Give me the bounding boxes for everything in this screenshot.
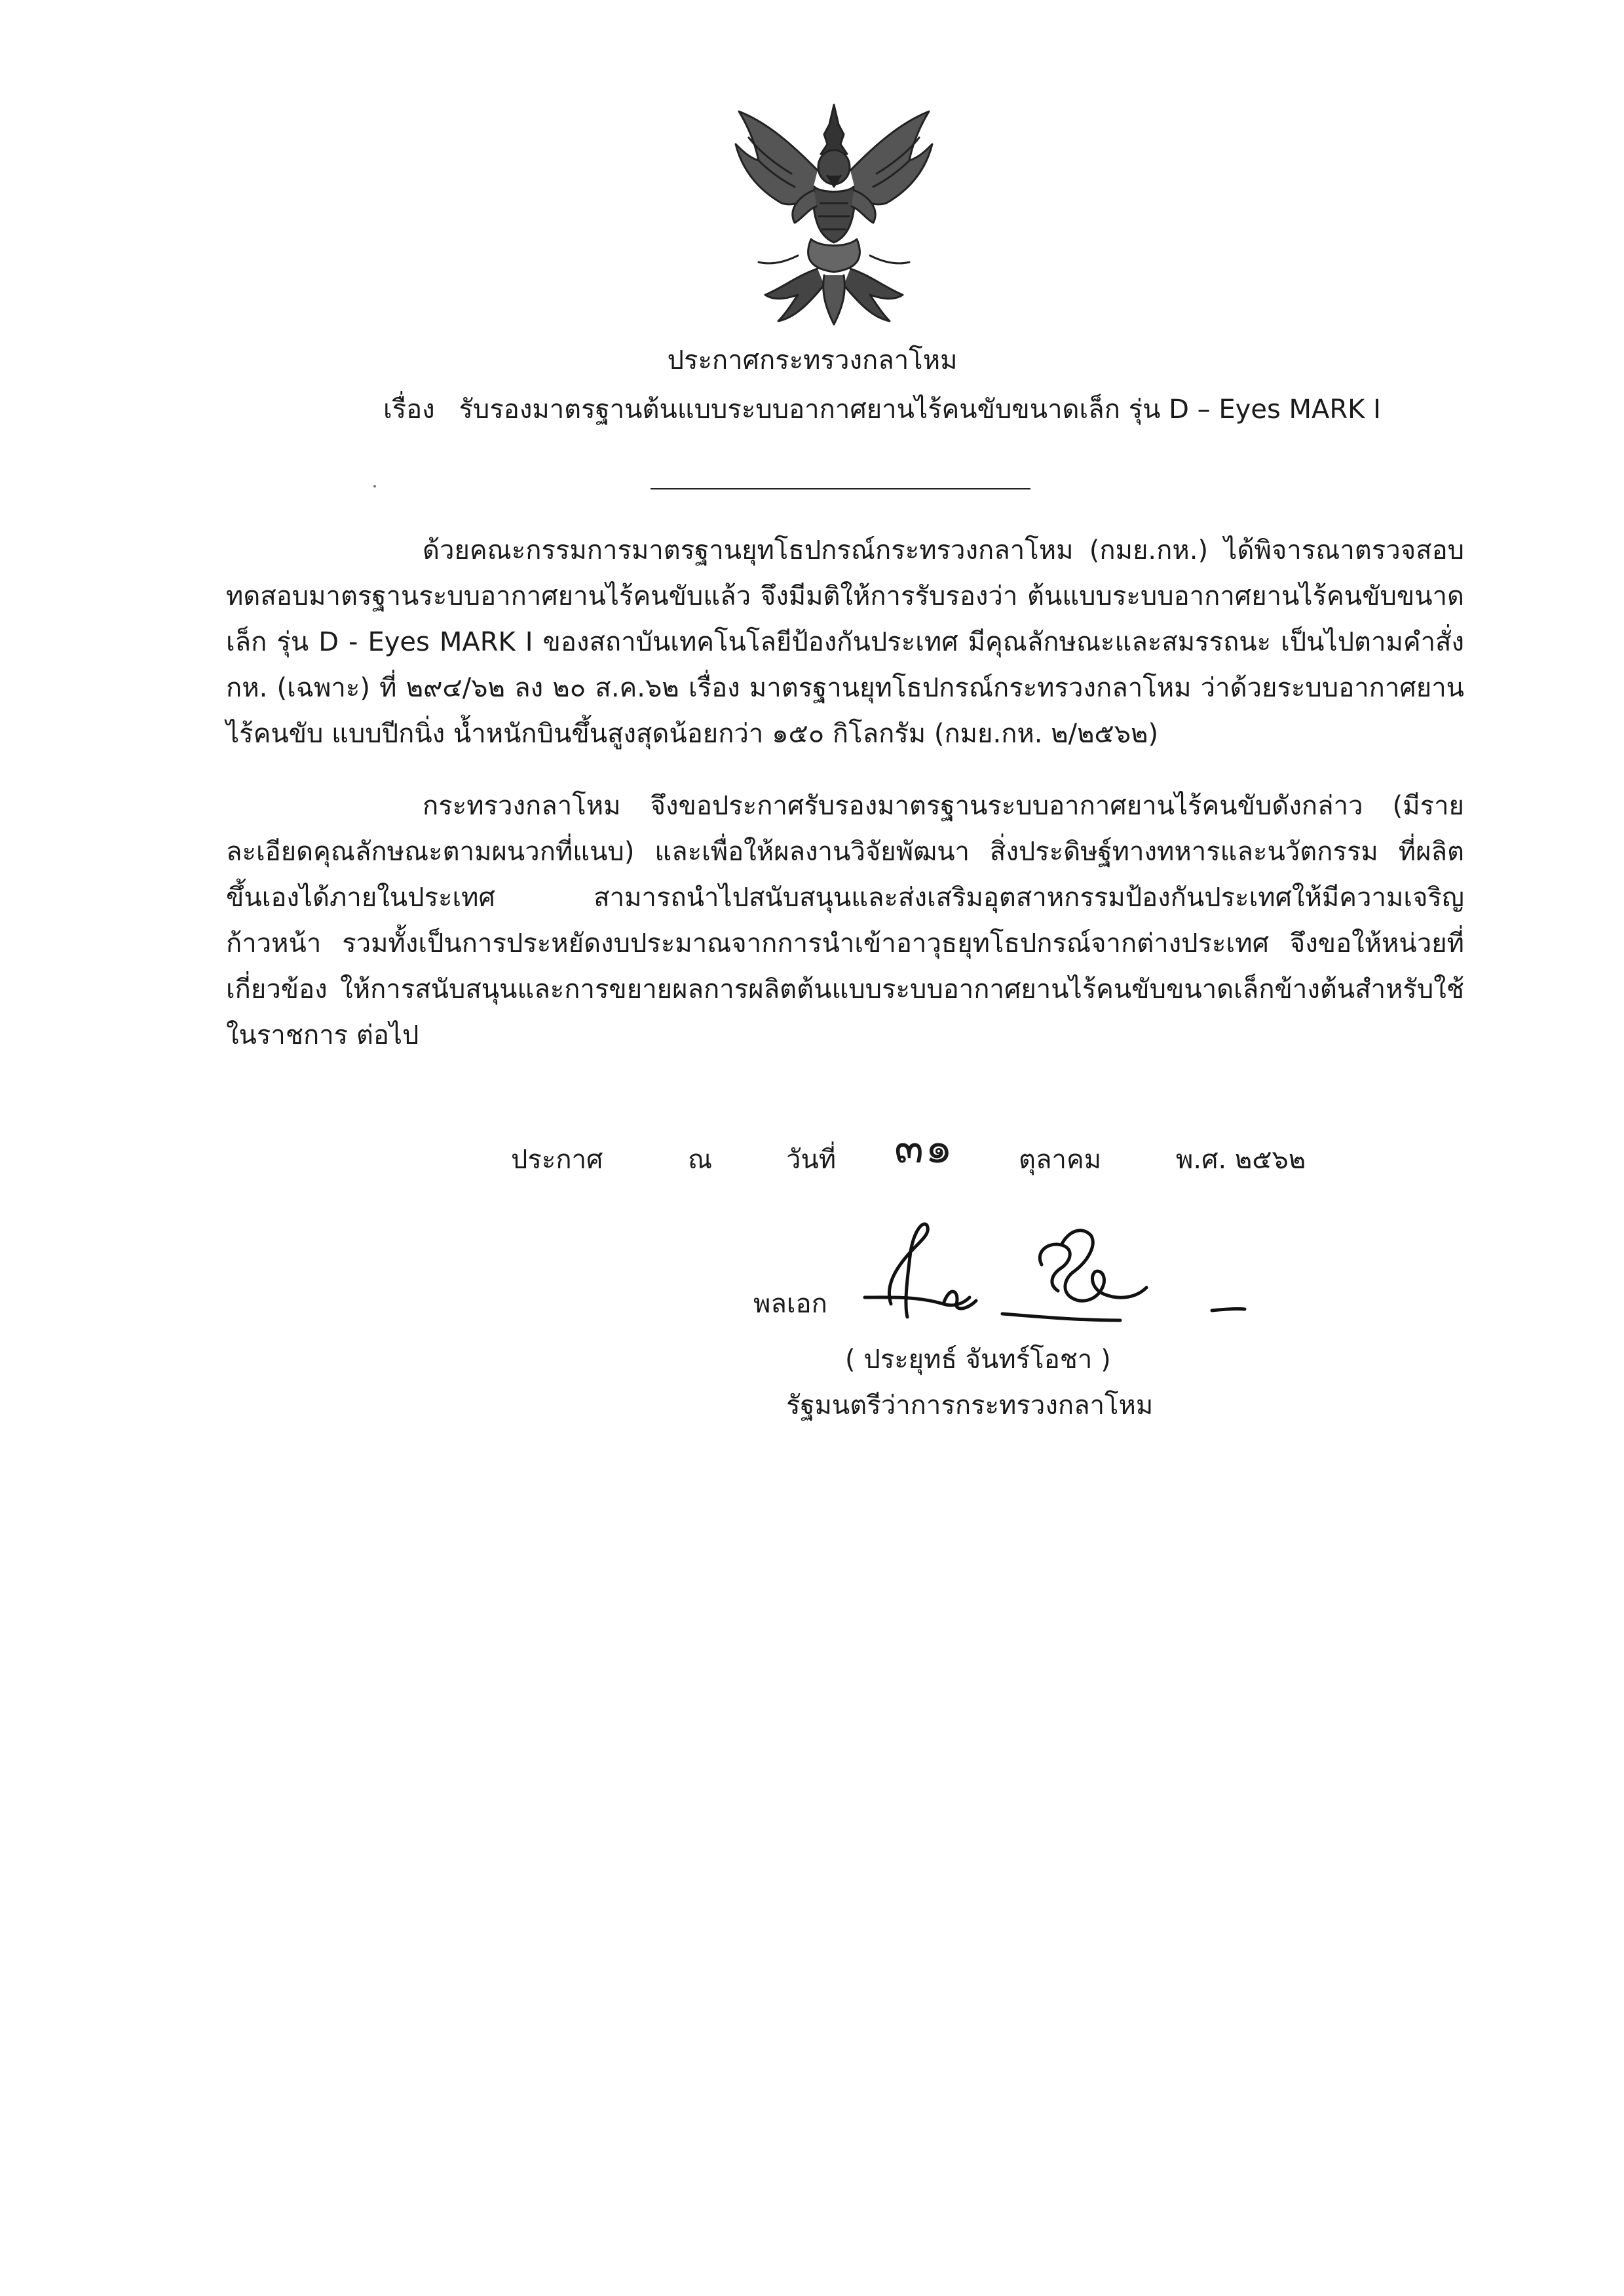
- document-subject: [383, 390, 1497, 429]
- handwritten-signature: [845, 1206, 1251, 1337]
- garuda-emblem-icon: [719, 98, 949, 334]
- date-at-label: ณ: [688, 1145, 713, 1175]
- date-announce-label: ประกาศ: [511, 1145, 603, 1175]
- signer-position: รัฐมนตรีว่าการกระทรวงกลาโหม: [786, 1390, 1154, 1421]
- subject-text: รับรองมาตรฐานต้นแบบระบบอากาศยานไร้คนขับขนาดเล็ก รุ่น D – Eyes MARK I: [459, 394, 1381, 425]
- announcement-date: [511, 1122, 1461, 1186]
- scan-speck: [373, 485, 376, 488]
- document-title: ประกาศกระทรวงกลาโหม: [667, 345, 958, 375]
- date-month: ตุลาคม: [1019, 1145, 1102, 1175]
- body-paragraph-1: ด้วยคณะกรรมการมาตรฐานยุทโธปกรณ์กระทรวงกลาโหม (กมย.กห.) ได้พิจารณาตรวจสอบทดสอบมาตรฐานระบบอากาศยานไร้คนขับแล้ว จึงมีมติให้การรับรองว่า ต้นแบบระบบอากาศยานไร้คนขับขนาดเล็ก รุ่น D - Eyes MARK I ของสถาบันเทคโนโลยีป้องกันประเทศ มีคุณลักษณะและสมรรถนะ เป็นไปตามคำสั่ง กห. (เฉพาะ) ที่ ๒๙๔/๖๒ ลง ๒๐ ส.ค.๖๒ เรื่อง มาตรฐานยุทโธปกรณ์กระทรวงกลาโหม ว่าด้วยระบบอากาศยานไร้คนขับ แบบปีกนิ่ง น้ำหนักบินขึ้นสูงสุดน้อยกว่า ๑๕๐ กิโลกรัม (กมย.กห. ๒/๒๕๖๒): [226, 535, 1464, 749]
- date-year: พ.ศ. ๒๕๖๒: [1176, 1145, 1306, 1175]
- body-paragraph-2: กระทรวงกลาโหม จึงขอประกาศรับรองมาตรฐานระบบอากาศยานไร้คนขับดังกล่าว (มีรายละเอียดคุณลักษณะตามผนวกที่แนบ) และเพื่อให้ผลงานวิจัยพัฒนา สิ่งประดิษฐ์ทางทหารและนวัตกรรม ที่ผลิตขึ้นเองได้ภายในประเทศ สามารถนำไปสนับสนุนและส่งเสริมอุตสาหกรรมป้องกันประเทศให้มีความเจริญก้าวหน้า รวมทั้งเป็นการประหยัดงบประมาณจากการนำเข้าอาวุธยุทโธปกรณ์จากต่างประเทศ จึงขอให้หน่วยที่เกี่ยวข้อง ให้การสนับสนุนและการขยายผลการผลิตต้นแบบระบบอากาศยานไร้คนขับขนาดเล็กข้างต้นสำหรับใช้ในราชการ ต่อไป: [226, 791, 1464, 1050]
- signer-rank: พลเอก: [753, 1289, 827, 1319]
- date-day-handwritten: ๓๑: [894, 1122, 954, 1173]
- subject-label: เรื่อง: [383, 394, 435, 425]
- divider-rule: [651, 488, 1030, 489]
- signer-name: ( ประยุทธ์ จันทร์โอชา ): [845, 1345, 1111, 1375]
- date-day-label: วันที่: [786, 1145, 837, 1175]
